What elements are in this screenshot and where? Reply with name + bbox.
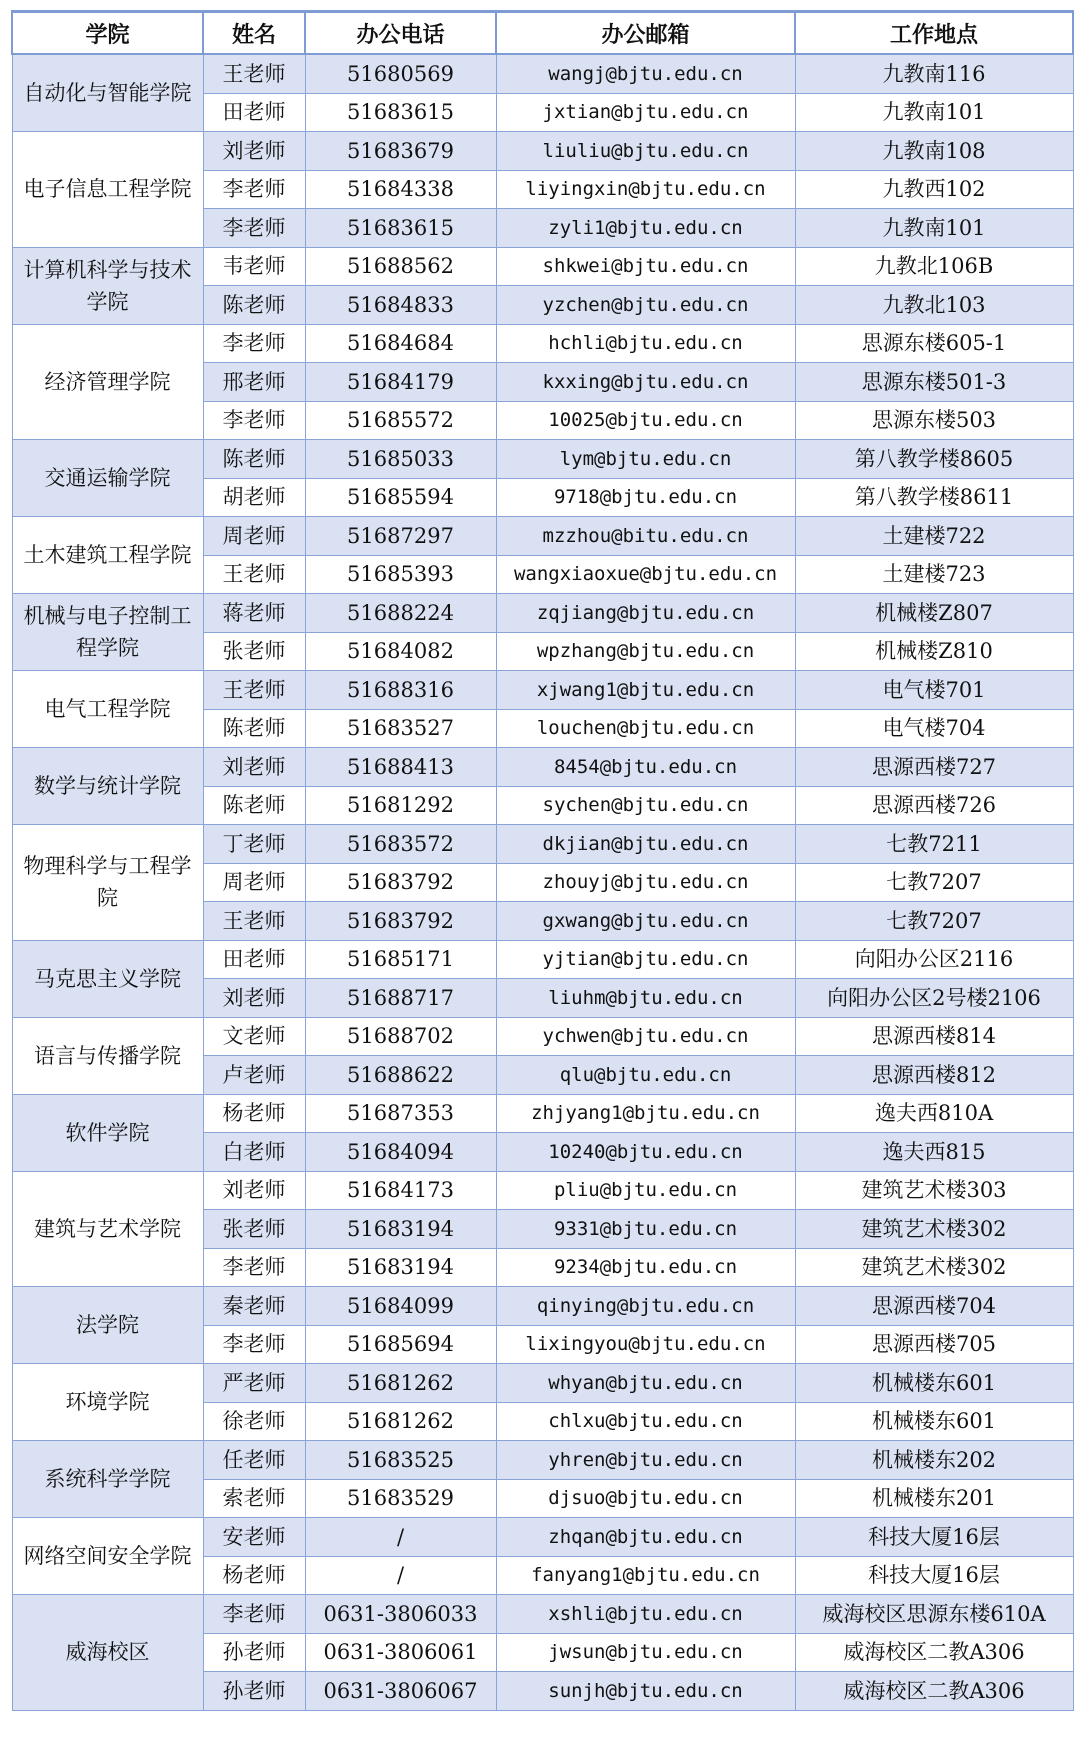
email-cell: 10025@bjtu.edu.cn	[496, 401, 795, 440]
location-cell: 九教南101	[795, 209, 1073, 248]
header-name: 姓名	[203, 12, 305, 55]
location-cell: 逸夫西815	[795, 1133, 1073, 1172]
name-cell: 李老师	[203, 170, 305, 209]
name-cell: 周老师	[203, 517, 305, 556]
name-cell: 陈老师	[203, 709, 305, 748]
name-cell: 李老师	[203, 1248, 305, 1287]
name-cell: 杨老师	[203, 1094, 305, 1133]
college-cell: 电子信息工程学院	[12, 132, 203, 248]
phone-cell: 51680569	[305, 54, 496, 93]
email-cell: 9331@bjtu.edu.cn	[496, 1210, 795, 1249]
college-cell: 马克思主义学院	[12, 940, 203, 1017]
email-cell: sychen@bjtu.edu.cn	[496, 786, 795, 825]
phone-cell: 51683527	[305, 709, 496, 748]
college-group	[12, 1441, 1073, 1518]
location-cell: 思源东楼501-3	[795, 363, 1073, 402]
phone-cell: 0631-3806067	[305, 1672, 496, 1711]
email-cell: liuliu@bjtu.edu.cn	[496, 132, 795, 171]
phone-cell: 51683615	[305, 209, 496, 248]
header-phone: 办公电话	[305, 12, 496, 55]
name-cell: 李老师	[203, 1595, 305, 1634]
phone-cell: 51681262	[305, 1364, 496, 1403]
phone-cell: 51683792	[305, 902, 496, 941]
location-cell: 思源西楼705	[795, 1325, 1073, 1364]
name-cell: 杨老师	[203, 1556, 305, 1595]
email-cell: shkwei@bjtu.edu.cn	[496, 247, 795, 286]
college-group	[12, 594, 1073, 671]
name-cell: 丁老师	[203, 825, 305, 864]
name-cell: 李老师	[203, 1325, 305, 1364]
location-cell: 思源西楼704	[795, 1287, 1073, 1326]
email-cell: wangj@bjtu.edu.cn	[496, 54, 795, 93]
email-cell: zhouyj@bjtu.edu.cn	[496, 863, 795, 902]
email-cell: gxwang@bjtu.edu.cn	[496, 902, 795, 941]
table-row	[12, 247, 1073, 286]
location-cell: 机械楼东601	[795, 1364, 1073, 1403]
phone-cell: /	[305, 1556, 496, 1595]
contact-table	[11, 10, 1074, 1711]
name-cell: 刘老师	[203, 132, 305, 171]
location-cell: 逸夫西810A	[795, 1094, 1073, 1133]
phone-cell: 51683529	[305, 1479, 496, 1518]
location-cell: 思源西楼727	[795, 748, 1073, 787]
header-college: 学院	[12, 12, 203, 55]
email-cell: djsuo@bjtu.edu.cn	[496, 1479, 795, 1518]
table-row	[12, 1287, 1073, 1326]
table-row	[12, 440, 1073, 479]
name-cell: 陈老师	[203, 440, 305, 479]
name-cell: 陈老师	[203, 786, 305, 825]
email-cell: liuhm@bjtu.edu.cn	[496, 979, 795, 1018]
phone-cell: 51684833	[305, 286, 496, 325]
email-cell: 9718@bjtu.edu.cn	[496, 478, 795, 517]
email-cell: 10240@bjtu.edu.cn	[496, 1133, 795, 1172]
location-cell: 七教7211	[795, 825, 1073, 864]
college-cell: 环境学院	[12, 1364, 203, 1441]
name-cell: 王老师	[203, 671, 305, 710]
college-group	[12, 324, 1073, 440]
name-cell: 田老师	[203, 93, 305, 132]
location-cell: 七教7207	[795, 863, 1073, 902]
college-group	[12, 54, 1073, 132]
name-cell: 任老师	[203, 1441, 305, 1480]
name-cell: 索老师	[203, 1479, 305, 1518]
location-cell: 机械楼东601	[795, 1402, 1073, 1441]
table-row	[12, 324, 1073, 363]
phone-cell: 51685572	[305, 401, 496, 440]
email-cell: xshli@bjtu.edu.cn	[496, 1595, 795, 1634]
table-row	[12, 132, 1073, 171]
email-cell: zhjyang1@bjtu.edu.cn	[496, 1094, 795, 1133]
location-cell: 建筑艺术楼303	[795, 1171, 1073, 1210]
location-cell: 九教北106B	[795, 247, 1073, 286]
location-cell: 土建楼723	[795, 555, 1073, 594]
college-group	[12, 1094, 1073, 1171]
email-cell: qinying@bjtu.edu.cn	[496, 1287, 795, 1326]
location-cell: 科技大厦16层	[795, 1518, 1073, 1557]
email-cell: qlu@bjtu.edu.cn	[496, 1056, 795, 1095]
phone-cell: 51685594	[305, 478, 496, 517]
name-cell: 周老师	[203, 863, 305, 902]
table-row	[12, 1017, 1073, 1056]
table-row	[12, 1595, 1073, 1634]
name-cell: 王老师	[203, 54, 305, 93]
header-location: 工作地点	[795, 12, 1073, 55]
college-group	[12, 1518, 1073, 1595]
phone-cell: 51683525	[305, 1441, 496, 1480]
name-cell: 卢老师	[203, 1056, 305, 1095]
college-cell: 系统科学学院	[12, 1441, 203, 1518]
college-group	[12, 825, 1073, 941]
phone-cell: 51684094	[305, 1133, 496, 1172]
phone-cell: 51688316	[305, 671, 496, 710]
location-cell: 土建楼722	[795, 517, 1073, 556]
email-cell: yzchen@bjtu.edu.cn	[496, 286, 795, 325]
name-cell: 李老师	[203, 401, 305, 440]
name-cell: 孙老师	[203, 1672, 305, 1711]
location-cell: 电气楼704	[795, 709, 1073, 748]
name-cell: 张老师	[203, 1210, 305, 1249]
college-cell: 语言与传播学院	[12, 1017, 203, 1094]
name-cell: 邢老师	[203, 363, 305, 402]
email-cell: chlxu@bjtu.edu.cn	[496, 1402, 795, 1441]
location-cell: 威海校区二教A306	[795, 1672, 1073, 1711]
table-row	[12, 1094, 1073, 1133]
college-cell: 数学与统计学院	[12, 748, 203, 825]
email-cell: sunjh@bjtu.edu.cn	[496, 1672, 795, 1711]
college-group	[12, 132, 1073, 248]
phone-cell: 51688717	[305, 979, 496, 1018]
phone-cell: 51683615	[305, 93, 496, 132]
table-row	[12, 594, 1073, 633]
table-row	[12, 1518, 1073, 1557]
college-group	[12, 748, 1073, 825]
email-cell: xjwang1@bjtu.edu.cn	[496, 671, 795, 710]
email-cell: zqjiang@bjtu.edu.cn	[496, 594, 795, 633]
location-cell: 思源西楼814	[795, 1017, 1073, 1056]
phone-cell: 0631-3806033	[305, 1595, 496, 1634]
location-cell: 思源东楼605-1	[795, 324, 1073, 363]
email-cell: fanyang1@bjtu.edu.cn	[496, 1556, 795, 1595]
location-cell: 第八教学楼8605	[795, 440, 1073, 479]
location-cell: 建筑艺术楼302	[795, 1210, 1073, 1249]
table-row	[12, 671, 1073, 710]
phone-cell: 51684099	[305, 1287, 496, 1326]
college-cell: 计算机科学与技术学院	[12, 247, 203, 324]
college-cell: 土木建筑工程学院	[12, 517, 203, 594]
phone-cell: 51683572	[305, 825, 496, 864]
location-cell: 九教南108	[795, 132, 1073, 171]
phone-cell: 51687297	[305, 517, 496, 556]
name-cell: 秦老师	[203, 1287, 305, 1326]
name-cell: 严老师	[203, 1364, 305, 1403]
name-cell: 王老师	[203, 555, 305, 594]
email-cell: yhren@bjtu.edu.cn	[496, 1441, 795, 1480]
location-cell: 思源西楼812	[795, 1056, 1073, 1095]
name-cell: 胡老师	[203, 478, 305, 517]
email-cell: wpzhang@bjtu.edu.cn	[496, 632, 795, 671]
phone-cell: 51681292	[305, 786, 496, 825]
college-group	[12, 1287, 1073, 1364]
email-cell: whyan@bjtu.edu.cn	[496, 1364, 795, 1403]
email-cell: lym@bjtu.edu.cn	[496, 440, 795, 479]
location-cell: 建筑艺术楼302	[795, 1248, 1073, 1287]
email-cell: jxtian@bjtu.edu.cn	[496, 93, 795, 132]
email-cell: zyli1@bjtu.edu.cn	[496, 209, 795, 248]
phone-cell: 51685694	[305, 1325, 496, 1364]
name-cell: 安老师	[203, 1518, 305, 1557]
name-cell: 刘老师	[203, 748, 305, 787]
email-cell: 8454@bjtu.edu.cn	[496, 748, 795, 787]
email-cell: 9234@bjtu.edu.cn	[496, 1248, 795, 1287]
phone-cell: 51685393	[305, 555, 496, 594]
phone-cell: 51688702	[305, 1017, 496, 1056]
phone-cell: 51683194	[305, 1248, 496, 1287]
email-cell: hchli@bjtu.edu.cn	[496, 324, 795, 363]
phone-cell: 0631-3806061	[305, 1633, 496, 1672]
phone-cell: 51684173	[305, 1171, 496, 1210]
header-email: 办公邮箱	[496, 12, 795, 55]
table-row	[12, 748, 1073, 787]
location-cell: 向阳办公区2号楼2106	[795, 979, 1073, 1018]
name-cell: 韦老师	[203, 247, 305, 286]
phone-cell: 51683194	[305, 1210, 496, 1249]
location-cell: 威海校区二教A306	[795, 1633, 1073, 1672]
college-cell: 交通运输学院	[12, 440, 203, 517]
college-group	[12, 940, 1073, 1017]
location-cell: 九教南116	[795, 54, 1073, 93]
name-cell: 刘老师	[203, 979, 305, 1018]
email-cell: lixingyou@bjtu.edu.cn	[496, 1325, 795, 1364]
name-cell: 白老师	[203, 1133, 305, 1172]
college-cell: 电气工程学院	[12, 671, 203, 748]
college-group	[12, 517, 1073, 594]
college-cell: 法学院	[12, 1287, 203, 1364]
phone-cell: 51684179	[305, 363, 496, 402]
name-cell: 蒋老师	[203, 594, 305, 633]
phone-cell: /	[305, 1518, 496, 1557]
college-group	[12, 1364, 1073, 1441]
location-cell: 九教北103	[795, 286, 1073, 325]
table-row	[12, 1171, 1073, 1210]
name-cell: 孙老师	[203, 1633, 305, 1672]
email-cell: dkjian@bjtu.edu.cn	[496, 825, 795, 864]
name-cell: 陈老师	[203, 286, 305, 325]
name-cell: 王老师	[203, 902, 305, 941]
table-row	[12, 940, 1073, 979]
phone-cell: 51687353	[305, 1094, 496, 1133]
phone-cell: 51688224	[305, 594, 496, 633]
location-cell: 威海校区思源东楼610A	[795, 1595, 1073, 1634]
table-row	[12, 1364, 1073, 1403]
phone-cell: 51684338	[305, 170, 496, 209]
email-cell: yjtian@bjtu.edu.cn	[496, 940, 795, 979]
phone-cell: 51688622	[305, 1056, 496, 1095]
location-cell: 向阳办公区2116	[795, 940, 1073, 979]
college-group	[12, 1595, 1073, 1711]
location-cell: 电气楼701	[795, 671, 1073, 710]
name-cell: 张老师	[203, 632, 305, 671]
college-group	[12, 1017, 1073, 1094]
name-cell: 徐老师	[203, 1402, 305, 1441]
email-cell: ychwen@bjtu.edu.cn	[496, 1017, 795, 1056]
location-cell: 机械楼Z810	[795, 632, 1073, 671]
college-cell: 自动化与智能学院	[12, 54, 203, 132]
phone-cell: 51683792	[305, 863, 496, 902]
phone-cell: 51688413	[305, 748, 496, 787]
location-cell: 七教7207	[795, 902, 1073, 941]
college-cell: 威海校区	[12, 1595, 203, 1711]
location-cell: 机械楼Z807	[795, 594, 1073, 633]
name-cell: 刘老师	[203, 1171, 305, 1210]
phone-cell: 51684684	[305, 324, 496, 363]
college-group	[12, 671, 1073, 748]
location-cell: 思源西楼726	[795, 786, 1073, 825]
location-cell: 思源东楼503	[795, 401, 1073, 440]
name-cell: 李老师	[203, 324, 305, 363]
location-cell: 第八教学楼8611	[795, 478, 1073, 517]
college-cell: 经济管理学院	[12, 324, 203, 440]
phone-cell: 51685171	[305, 940, 496, 979]
location-cell: 机械楼东202	[795, 1441, 1073, 1480]
name-cell: 李老师	[203, 209, 305, 248]
phone-cell: 51681262	[305, 1402, 496, 1441]
table-row	[12, 54, 1073, 93]
college-cell: 网络空间安全学院	[12, 1518, 203, 1595]
college-cell: 软件学院	[12, 1094, 203, 1171]
table-row	[12, 1441, 1073, 1480]
location-cell: 九教南101	[795, 93, 1073, 132]
name-cell: 文老师	[203, 1017, 305, 1056]
email-cell: kxxing@bjtu.edu.cn	[496, 363, 795, 402]
phone-cell: 51685033	[305, 440, 496, 479]
table-row	[12, 825, 1073, 864]
email-cell: zhqan@bjtu.edu.cn	[496, 1518, 795, 1557]
table-row	[12, 517, 1073, 556]
email-cell: louchen@bjtu.edu.cn	[496, 709, 795, 748]
phone-cell: 51688562	[305, 247, 496, 286]
email-cell: mzzhou@bitu.edu.cn	[496, 517, 795, 556]
college-cell: 机械与电子控制工程学院	[12, 594, 203, 671]
name-cell: 田老师	[203, 940, 305, 979]
college-group	[12, 440, 1073, 517]
email-cell: wangxiaoxue@bjtu.edu.cn	[496, 555, 795, 594]
phone-cell: 51683679	[305, 132, 496, 171]
contact-table-container	[11, 10, 1072, 1711]
phone-cell: 51684082	[305, 632, 496, 671]
college-group	[12, 247, 1073, 324]
email-cell: jwsun@bjtu.edu.cn	[496, 1633, 795, 1672]
header-row	[12, 12, 1073, 55]
college-cell: 物理科学与工程学院	[12, 825, 203, 941]
college-group	[12, 1171, 1073, 1287]
college-cell: 建筑与艺术学院	[12, 1171, 203, 1287]
location-cell: 科技大厦16层	[795, 1556, 1073, 1595]
location-cell: 机械楼东201	[795, 1479, 1073, 1518]
email-cell: liyingxin@bjtu.edu.cn	[496, 170, 795, 209]
email-cell: pliu@bjtu.edu.cn	[496, 1171, 795, 1210]
location-cell: 九教西102	[795, 170, 1073, 209]
